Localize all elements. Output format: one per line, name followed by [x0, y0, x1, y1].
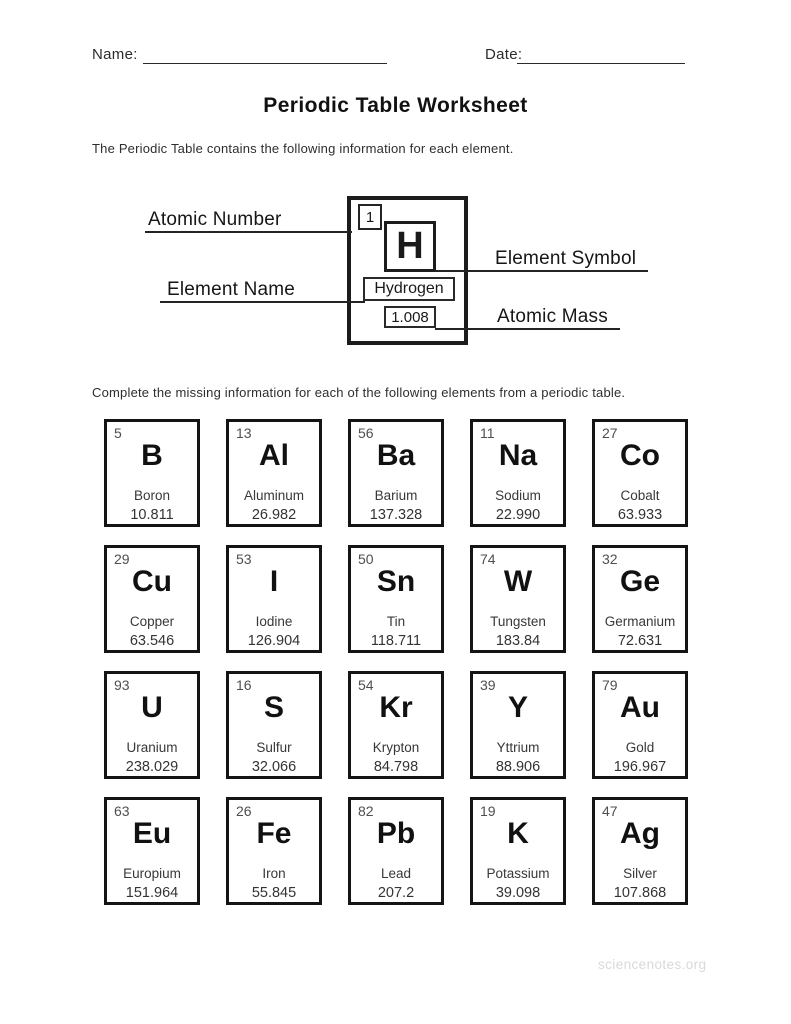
element-symbol: Ag [620, 817, 660, 850]
atomic-number: 74 [480, 551, 496, 567]
example-name-box [363, 277, 455, 301]
elements-grid [104, 419, 688, 905]
element-symbol: Ba [376, 439, 416, 472]
element-name: Uranium [126, 740, 178, 755]
element-symbol: Na [498, 439, 538, 472]
element-card [226, 545, 322, 653]
atomic-number: 11 [480, 425, 495, 441]
element-card [348, 545, 444, 653]
atomic-mass: 151.964 [125, 885, 179, 901]
element-name: Europium [123, 866, 181, 881]
example-element-name: Hydrogen [374, 280, 444, 297]
atomic-mass: 183.84 [495, 633, 541, 649]
element-symbol: Y [507, 691, 528, 724]
example-atomic-number-box [358, 204, 382, 230]
atomic-number: 32 [602, 551, 618, 567]
element-symbol: Au [620, 691, 660, 724]
atomic-number: 63 [114, 803, 130, 819]
instruction-text: Complete the missing information for each of the following elements from a periodic table. [92, 385, 626, 400]
example-mass-box [384, 306, 436, 328]
element-name: Iron [262, 866, 286, 881]
page-title: Periodic Table Worksheet [263, 94, 528, 117]
atomic-number: 47 [602, 803, 618, 819]
element-symbol: Pb [376, 817, 416, 850]
element-name: Sodium [495, 488, 541, 503]
element-card [226, 419, 322, 527]
element-symbol: K [507, 817, 529, 850]
name-label: Name: [92, 46, 138, 63]
atomic-mass: 10.811 [130, 507, 174, 523]
atomic-mass: 88.906 [495, 759, 541, 775]
atomic-mass-connector-line [435, 328, 620, 330]
element-card [592, 671, 688, 779]
element-card [104, 797, 200, 905]
element-symbol: Cu [132, 565, 172, 598]
example-symbol-box [384, 221, 436, 272]
element-name: Aluminum [243, 488, 305, 503]
element-symbol: Ge [619, 565, 661, 598]
atomic-mass: 32.066 [251, 759, 297, 775]
atomic-number: 82 [358, 803, 374, 819]
element-name-label: Element Name [167, 279, 296, 300]
element-symbol: Kr [379, 691, 413, 724]
element-name: Sulfur [256, 740, 292, 755]
element-card [592, 797, 688, 905]
name-blank-line [143, 63, 387, 64]
atomic-number: 29 [114, 551, 130, 567]
atomic-number: 50 [358, 551, 374, 567]
element-name: Yttrium [496, 740, 540, 755]
element-symbol: I [269, 565, 279, 598]
element-card [348, 671, 444, 779]
element-symbol: U [141, 691, 163, 724]
atomic-mass: 126.904 [247, 633, 301, 649]
atomic-number: 56 [358, 425, 374, 441]
element-symbol: Fe [256, 817, 292, 850]
element-name: Silver [623, 866, 657, 881]
element-card [104, 671, 200, 779]
atomic-mass: 137.328 [369, 507, 423, 523]
element-symbol: Sn [376, 565, 416, 598]
example-element-symbol: H [396, 225, 424, 267]
element-name: Krypton [372, 740, 420, 755]
atomic-mass: 72.631 [617, 633, 663, 649]
atomic-mass: 63.933 [617, 507, 663, 523]
atomic-mass: 207.2 [377, 885, 415, 901]
date-blank-line [517, 63, 685, 64]
atomic-mass: 63.546 [129, 633, 175, 649]
element-name: Cobalt [620, 488, 660, 503]
element-name: Tin [386, 614, 406, 629]
element-name: Copper [129, 614, 175, 629]
atomic-number: 54 [358, 677, 374, 693]
element-name-connector-line [160, 301, 365, 303]
element-symbol: S [263, 691, 284, 724]
element-symbol: Eu [132, 817, 172, 850]
atomic-mass: 118.711 [370, 633, 422, 649]
atomic-mass: 26.982 [251, 507, 297, 523]
atomic-number: 19 [480, 803, 496, 819]
element-name: Barium [374, 488, 418, 503]
intro-text: The Periodic Table contains the following information for each element. [92, 141, 514, 156]
element-card [470, 545, 566, 653]
date-label: Date: [485, 46, 523, 63]
element-name: Gold [625, 740, 655, 755]
element-card [470, 797, 566, 905]
atomic-mass: 107.868 [613, 885, 667, 901]
atomic-number: 27 [602, 425, 618, 441]
atomic-mass: 55.845 [251, 885, 297, 901]
atomic-mass: 196.967 [613, 759, 667, 775]
source-watermark: sciencenotes.org [598, 957, 707, 972]
atomic-number-label: Atomic Number [148, 209, 282, 230]
atomic-mass: 22.990 [495, 507, 541, 523]
atomic-number: 39 [480, 677, 496, 693]
atomic-number-connector-line [145, 231, 352, 233]
element-card [592, 419, 688, 527]
element-card [592, 545, 688, 653]
element-symbol-connector-line [435, 270, 648, 272]
example-atomic-number: 1 [365, 208, 375, 226]
atomic-mass: 39.098 [495, 885, 541, 901]
atomic-number: 5 [114, 425, 122, 441]
atomic-number: 93 [114, 677, 130, 693]
atomic-mass-label: Atomic Mass [497, 306, 608, 327]
example-atomic-mass: 1.008 [391, 308, 429, 326]
atomic-mass: 84.798 [373, 759, 419, 775]
element-symbol: Co [620, 439, 660, 472]
element-symbol: W [503, 565, 533, 598]
element-name: Tungsten [490, 614, 546, 629]
element-card [104, 419, 200, 527]
atomic-number: 16 [236, 677, 252, 693]
element-symbol-label: Element Symbol [495, 248, 637, 269]
element-symbol: Al [259, 439, 289, 472]
atomic-number: 53 [236, 551, 252, 567]
element-card [348, 419, 444, 527]
element-name: Boron [133, 488, 171, 503]
atomic-number: 26 [236, 803, 252, 819]
element-name: Germanium [604, 614, 676, 629]
element-card [104, 545, 200, 653]
element-card [470, 419, 566, 527]
element-card [226, 671, 322, 779]
element-card [226, 797, 322, 905]
atomic-number: 79 [602, 677, 618, 693]
element-name: Lead [380, 866, 412, 881]
element-name: Potassium [486, 866, 550, 881]
atomic-mass: 238.029 [125, 759, 179, 775]
atomic-number: 13 [236, 425, 252, 441]
element-name: Iodine [255, 614, 293, 629]
element-card [348, 797, 444, 905]
element-symbol: B [141, 439, 163, 472]
element-card [470, 671, 566, 779]
